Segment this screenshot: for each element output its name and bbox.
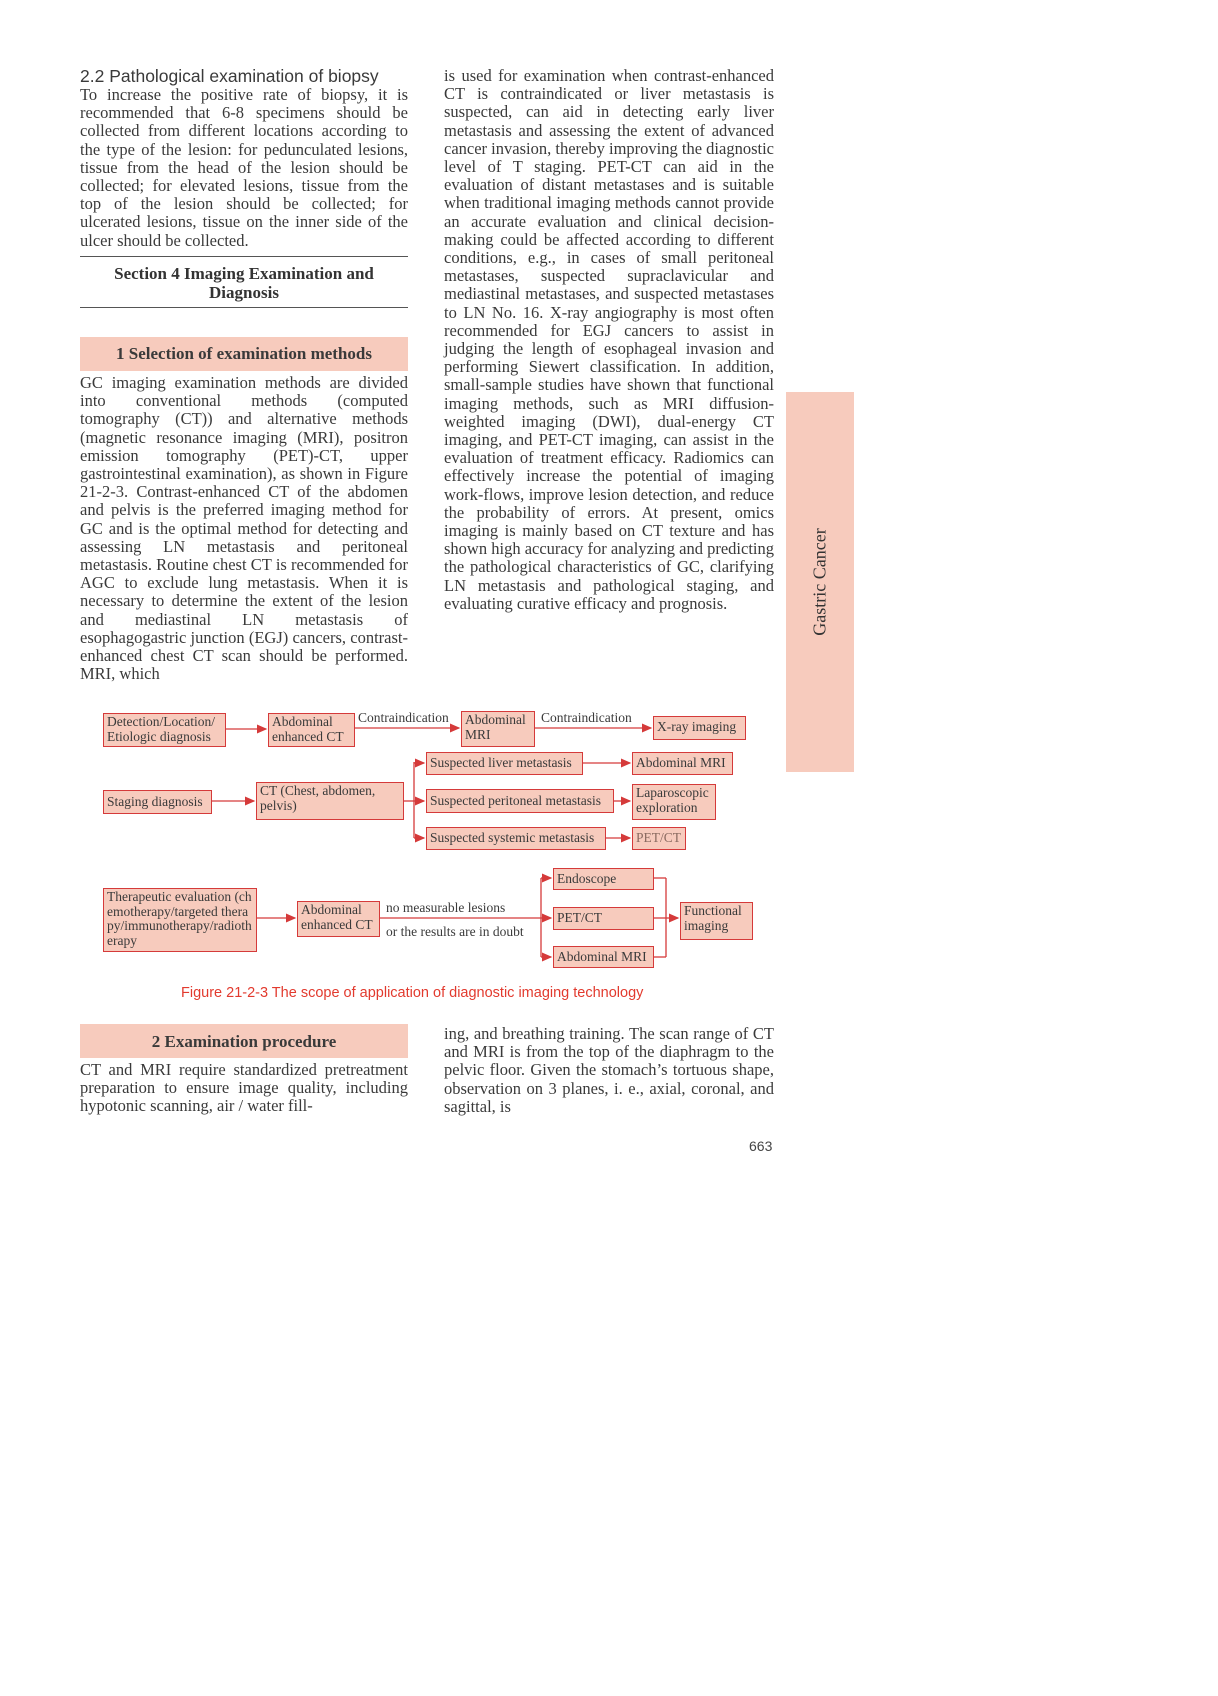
box-petct-row3 [553,907,654,930]
box-laparoscopic-exploration [632,784,716,820]
box-staging-diagnosis [103,790,212,814]
box-suspected-systemic-metastasis [426,827,606,850]
box-detection-location-text: Detection/Location/ Etiologic diagnosis [107,714,215,744]
box-petct-row3-text: PET/CT [557,910,603,925]
bottom-right-column [444,1025,774,1116]
biopsy-paragraph: To increase the positive rate of biopsy, it is recommended that 6-8 specimens should be collected from different locations according to the type of the lesion: for pedunculated lesions, tissue from the head of the lesion should be collected; for elevated lesions, tissue from the top of the lesion should be collected; for ulcerated lesions, tissue on the inner side of the ulcer should be collected. [80,85,408,250]
box-suspected-liver-metastasis [426,752,583,775]
bottom-right-paragraph: ing, and breathing training. The scan range of CT and MRI is from the top of the diaphragm to the pelvic floor. Given the stomach’s tortuous shape, observation on 3 planes, i. e., axial, coronal, and sagittal, is [444,1024,774,1116]
box-ct-chest-abdomen-pelvis [256,782,404,820]
heading-examination-procedure [80,1024,408,1058]
box-detection-location [103,713,226,747]
biopsy-subheading: 2.2 Pathological examination of biopsy [80,66,379,86]
box-abdominal-mri-row1 [461,711,535,747]
box-petct-row2-text: PET/CT [636,830,682,845]
box-abdominal-mri-row2-text: Abdominal MRI [636,755,726,770]
box-suspected-peritoneal-metastasis-text: Suspected peritoneal metastasis [430,793,601,808]
box-abdominal-mri-row1-text: Abdominal MRI [465,712,526,742]
box-abdominal-mri-row2 [632,752,733,775]
figure-caption: Figure 21-2-3 The scope of application of diagnostic imaging technology [181,985,644,1001]
box-therapeutic-evaluation-text: Therapeutic evaluation (chemotherapy/targeted therapy/immunotherapy/radiotherapy [107,889,252,948]
box-suspected-systemic-metastasis-text: Suspected systemic metastasis [430,830,595,845]
box-ct-chest-abdomen-pelvis-text: CT (Chest, abdomen, pelvis) [260,783,376,813]
bottom-left-column [80,1061,408,1116]
label-contraindication-2: Contraindication [541,710,632,725]
box-therapeutic-evaluation [103,888,257,952]
page-number: 663 [749,1138,773,1154]
side-tab-label: Gastric Cancer [809,528,830,636]
box-abdominal-enhanced-ct-row3-text: Abdominal enhanced CT [301,902,373,932]
box-petct-row2 [632,827,686,850]
section-title-text: Section 4 Imaging Examination and Diagnosis [114,264,374,302]
heading-selection-methods-text: 1 Selection of examination methods [116,344,372,363]
box-xray-imaging [653,716,746,740]
box-endoscope-text: Endoscope [557,871,617,886]
box-xray-imaging-text: X-ray imaging [657,719,737,734]
box-abdominal-enhanced-ct-row3 [297,901,380,937]
box-staging-diagnosis-text: Staging diagnosis [107,794,203,809]
bottom-left-paragraph: CT and MRI require standardized pretreatment preparation to ensure image quality, including hypotonic scanning, air / water fill- [80,1060,408,1116]
label-results-in-doubt: or the results are in doubt [386,924,524,939]
heading-examination-procedure-text: 2 Examination procedure [151,1032,337,1051]
box-suspected-liver-metastasis-text: Suspected liver metastasis [430,755,572,770]
label-contraindication-1: Contraindication [358,710,449,725]
box-functional-imaging [680,902,753,940]
box-endoscope [553,868,654,890]
label-no-measurable-lesions: no measurable lesions [386,900,506,915]
box-abdominal-enhanced-ct-row1 [268,713,355,747]
box-suspected-peritoneal-metastasis [426,789,614,813]
box-abdominal-mri-row3 [553,946,654,968]
box-abdominal-enhanced-ct-row1-text: Abdominal enhanced CT [272,714,344,744]
box-functional-imaging-text: Functional imaging [684,903,742,933]
box-laparoscopic-exploration-text: Laparoscopic exploration [636,785,709,815]
box-abdominal-mri-row3-text: Abdominal MRI [557,949,647,964]
right-paragraph: is used for examination when contrast-enhanced CT is contraindicated or liver metastasis is suspected, can aid in detecting early liver metastasis and assessing the extent of advanced cancer invasion, thereby improving the diagnostic level of T staging. PET-CT can aid in the evaluation of distant metastases and is suitable when traditional imaging methods cannot provide an accurate evaluation and clinical decision-making could be affected according to different conditions, e.g., in cases of small peritoneal metastases, suspected supraclavicular and mediastinal metastases, and suspected metastases to LN No. 16. X-ray angiography is most often recommended for EGJ cancers to assist in judging the length of esophageal invasion and performing Siewert classification. In addition, small-sample studies have shown that functional imaging methods, such as MRI diffusion-weighted imaging (DWI), dual-energy CT imaging, and PET-CT imaging, can assist in the evaluation of treatment efficacy. Radiomics can effectively increase the potential of imaging work-flows, improve lesion detection, and reduce the probability of errors. At present, omics imaging is mainly based on CT texture and has shown high accuracy for analyzing and predicting the pathological characteristics of GC, clarifying LN metastasis and pathological staging, and evaluating curative efficacy and prognosis. [444,66,774,613]
methods-paragraph: GC imaging examination methods are divided into conventional methods (computed tomography (CT)) and alternative methods (magnetic resonance imaging (MRI), positron emission tomography (PET)-CT, upper gastrointestinal examination), as shown in Figure 21-2-3. Contrast-enhanced CT of the abdomen and pelvis is the preferred imaging method for GC and is the optimal method for detecting and assessing LN metastasis and peritoneal metastasis. Routine chest CT is recommended for AGC to exclude lung metastasis. When it is necessary to determine the extent of the lesion and mediastinal LN metastasis of esophagogastric junction (EGJ) cancers, contrast-enhanced chest CT scan should be performed. MRI, which [80,373,408,684]
